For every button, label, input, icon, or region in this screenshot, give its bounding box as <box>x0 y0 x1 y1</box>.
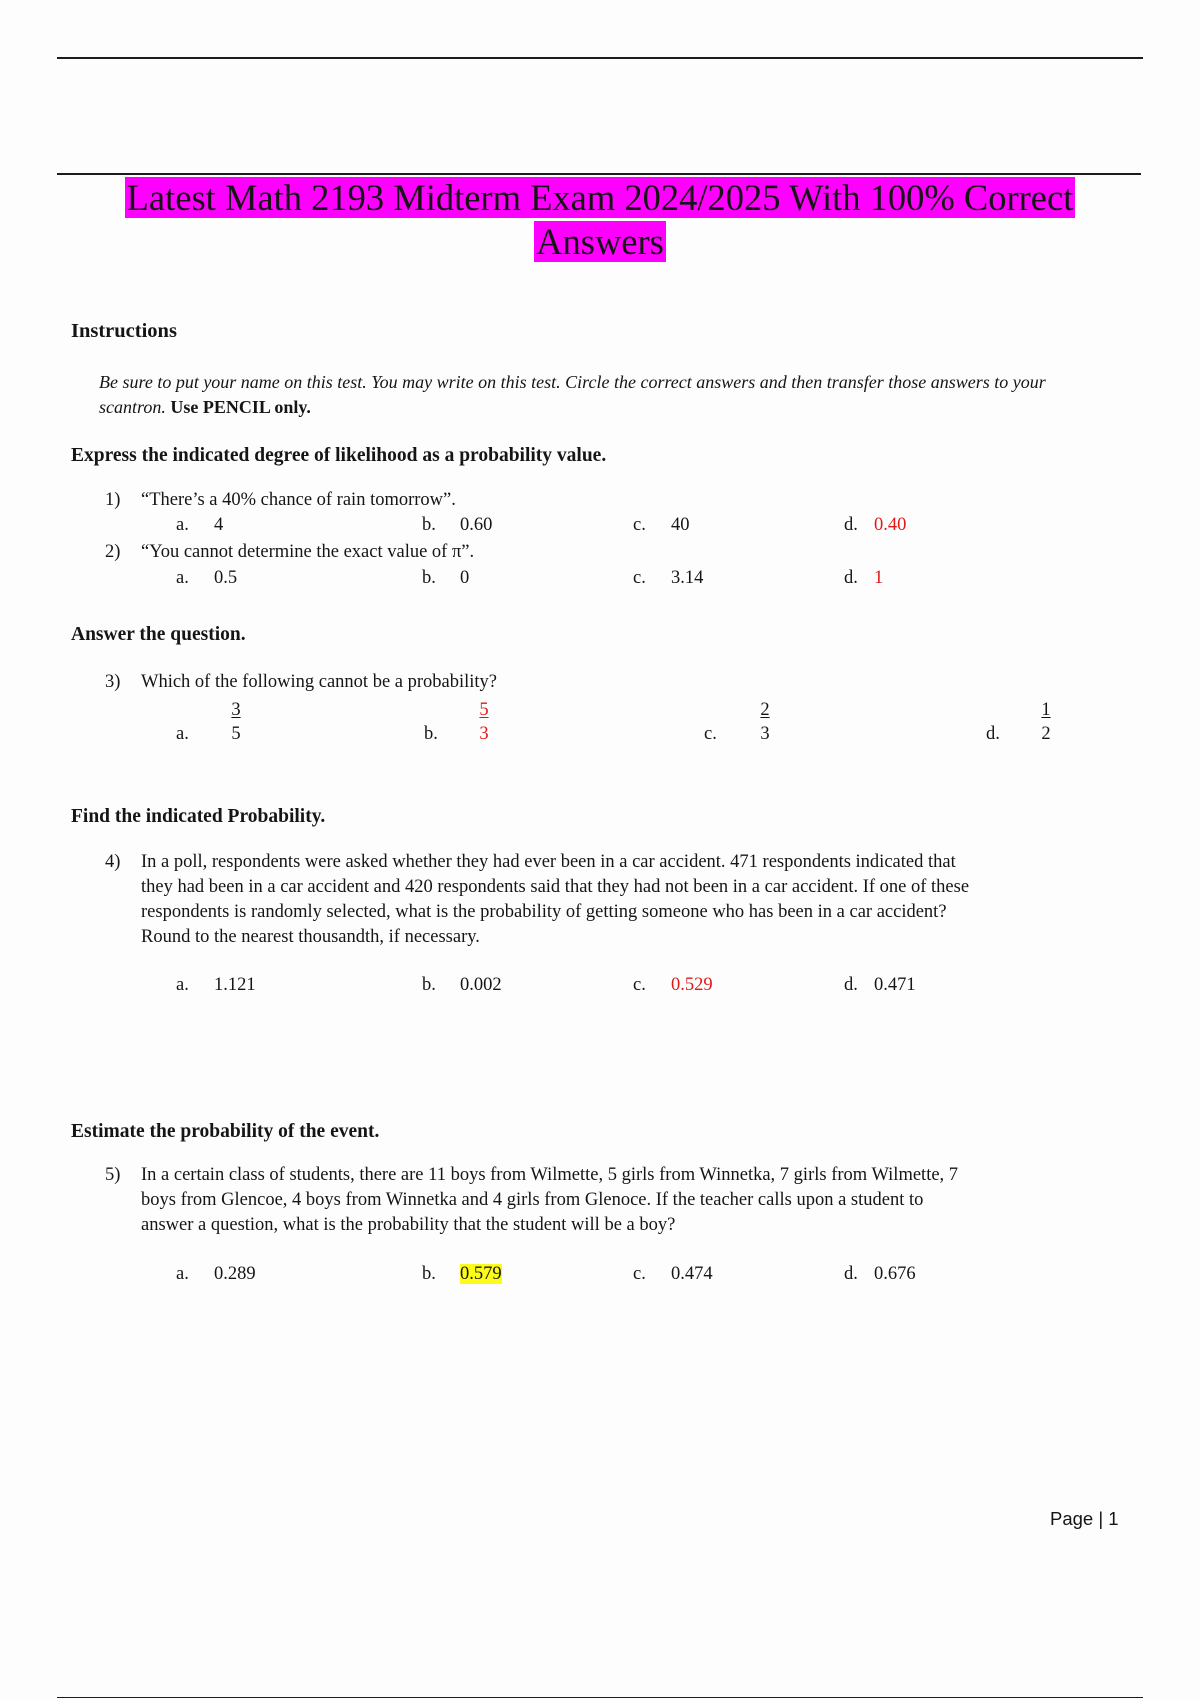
question-3-number: 3) <box>105 672 121 692</box>
option-label: d. <box>844 1264 858 1284</box>
title-rule <box>57 173 1141 175</box>
question-4-line: respondents is randomly selected, what is the probability of getting someone who has been in a car accident? <box>141 902 947 922</box>
question-4-line: In a poll, respondents were asked whether they had ever been in a car accident. 471 respondents indicated that <box>141 852 956 872</box>
fraction-denominator: 5 <box>231 724 241 744</box>
option-label: d. <box>844 568 858 588</box>
question-4-option-a[interactable] <box>176 975 256 996</box>
question-5-line: boys from Glencoe, 4 boys from Winnetka and 4 girls from Glenoce. If the teacher calls upon a student to <box>141 1190 924 1210</box>
option-label: d. <box>844 515 858 535</box>
question-5-option-c[interactable] <box>633 1264 713 1285</box>
question-2-text: “You cannot determine the exact value of π”. <box>141 542 475 562</box>
option-value: 4 <box>214 515 224 535</box>
instructions-bold: Use PENCIL only. <box>170 397 311 417</box>
fraction-numerator: 5 <box>479 700 489 720</box>
fraction-denominator: 3 <box>479 724 489 744</box>
question-4-line: Round to the nearest thousandth, if necessary. <box>141 927 480 947</box>
option-label: c. <box>633 568 646 588</box>
option-value: 0.676 <box>874 1264 916 1284</box>
document-title-line-1 <box>0 176 1200 220</box>
question-3-option-d-fraction <box>1036 698 1056 746</box>
question-1-option-b[interactable] <box>422 515 492 536</box>
question-1-option-c[interactable] <box>633 515 690 536</box>
option-label: b. <box>422 975 436 995</box>
section-heading-4: Estimate the probability of the event. <box>71 1121 380 1142</box>
question-3-option-d-label[interactable]: d. <box>986 724 1000 744</box>
option-label: b. <box>422 568 436 588</box>
question-3-text: Which of the following cannot be a probability? <box>141 672 498 692</box>
option-value: 0 <box>460 568 470 588</box>
question-3-option-a-fraction <box>226 698 246 746</box>
fraction-numerator: 2 <box>760 700 770 720</box>
fraction-denominator: 2 <box>1041 724 1051 744</box>
question-4-option-b[interactable] <box>422 975 502 996</box>
bottom-rule <box>57 1697 1143 1698</box>
question-5-option-a[interactable] <box>176 1264 256 1285</box>
option-value-correct: 0.529 <box>671 975 713 995</box>
instructions-italic: Be sure to put your name on this test. You may write on this test. Circle the correct answers and then transfer those answers to your scantron. <box>99 372 1046 417</box>
question-4-option-d[interactable] <box>844 975 916 996</box>
option-label: d. <box>844 975 858 995</box>
question-4-line: they had been in a car accident and 420 respondents said that they had not been in a car accident. If one of these <box>141 877 970 897</box>
question-1-text: “There’s a 40% chance of rain tomorrow”. <box>141 490 456 510</box>
option-value: 0.60 <box>460 515 493 535</box>
question-5-option-b[interactable] <box>422 1264 502 1285</box>
question-4-text <box>141 850 969 950</box>
option-label: a. <box>176 515 189 535</box>
question-4-number: 4) <box>105 852 121 872</box>
question-3-option-c-fraction <box>755 698 775 746</box>
option-label: c. <box>633 1264 646 1284</box>
instructions-text <box>99 370 1099 420</box>
option-label: b. <box>422 515 436 535</box>
question-5-line: answer a question, what is the probability that the student will be a boy? <box>141 1215 676 1235</box>
option-value-correct: 0.40 <box>874 515 907 535</box>
question-2-option-b[interactable] <box>422 568 469 589</box>
option-value: 0.002 <box>460 975 502 995</box>
option-value: 0.5 <box>214 568 238 588</box>
title-highlight-2: Answers <box>536 221 664 262</box>
fraction-numerator: 1 <box>1041 700 1051 720</box>
question-3-option-b-label[interactable]: b. <box>424 724 438 744</box>
section-heading-2: Answer the question. <box>71 624 246 645</box>
question-3-option-a-label[interactable]: a. <box>176 724 189 744</box>
page-number: Page | 1 <box>1050 1508 1119 1529</box>
option-label: c. <box>633 515 646 535</box>
section-heading-1: Express the indicated degree of likelihood as a probability value. <box>71 445 607 466</box>
question-5-number: 5) <box>105 1165 121 1185</box>
instructions-heading: Instructions <box>71 320 177 342</box>
top-rule <box>57 57 1143 59</box>
section-heading-3: Find the indicated Probability. <box>71 806 326 827</box>
fraction-denominator: 3 <box>760 724 770 744</box>
option-label: a. <box>176 568 189 588</box>
title-highlight-1: Latest Math 2193 Midterm Exam 2024/2025 With 100% Correct <box>126 177 1074 218</box>
question-1-number: 1) <box>105 490 121 510</box>
option-value: 3.14 <box>671 568 704 588</box>
option-value: 0.474 <box>671 1264 713 1284</box>
option-label: a. <box>176 975 189 995</box>
question-3-option-b-fraction <box>474 698 494 746</box>
question-5-line: In a certain class of students, there are 11 boys from Wilmette, 5 girls from Winnetka, 7 girls from Wilmette, 7 <box>141 1165 959 1185</box>
option-value-correct: 0.579 <box>460 1264 502 1284</box>
question-2-option-a[interactable] <box>176 568 237 589</box>
option-value: 0.289 <box>214 1264 256 1284</box>
option-value: 40 <box>671 515 690 535</box>
question-1-option-a[interactable] <box>176 515 223 536</box>
question-4-option-c[interactable] <box>633 975 713 996</box>
option-label: b. <box>422 1264 436 1284</box>
option-label: c. <box>633 975 646 995</box>
question-3-option-c-label[interactable]: c. <box>704 724 717 744</box>
question-5-text <box>141 1163 958 1238</box>
document-title-line-2 <box>0 220 1200 264</box>
question-2-option-d[interactable] <box>844 568 883 589</box>
question-1-option-d[interactable] <box>844 515 906 536</box>
option-value-correct: 1 <box>874 568 884 588</box>
question-2-number: 2) <box>105 542 121 562</box>
option-value: 0.471 <box>874 975 916 995</box>
option-value: 1.121 <box>214 975 256 995</box>
question-2-option-c[interactable] <box>633 568 703 589</box>
option-label: a. <box>176 1264 189 1284</box>
fraction-numerator: 3 <box>231 700 241 720</box>
question-5-option-d[interactable] <box>844 1264 916 1285</box>
